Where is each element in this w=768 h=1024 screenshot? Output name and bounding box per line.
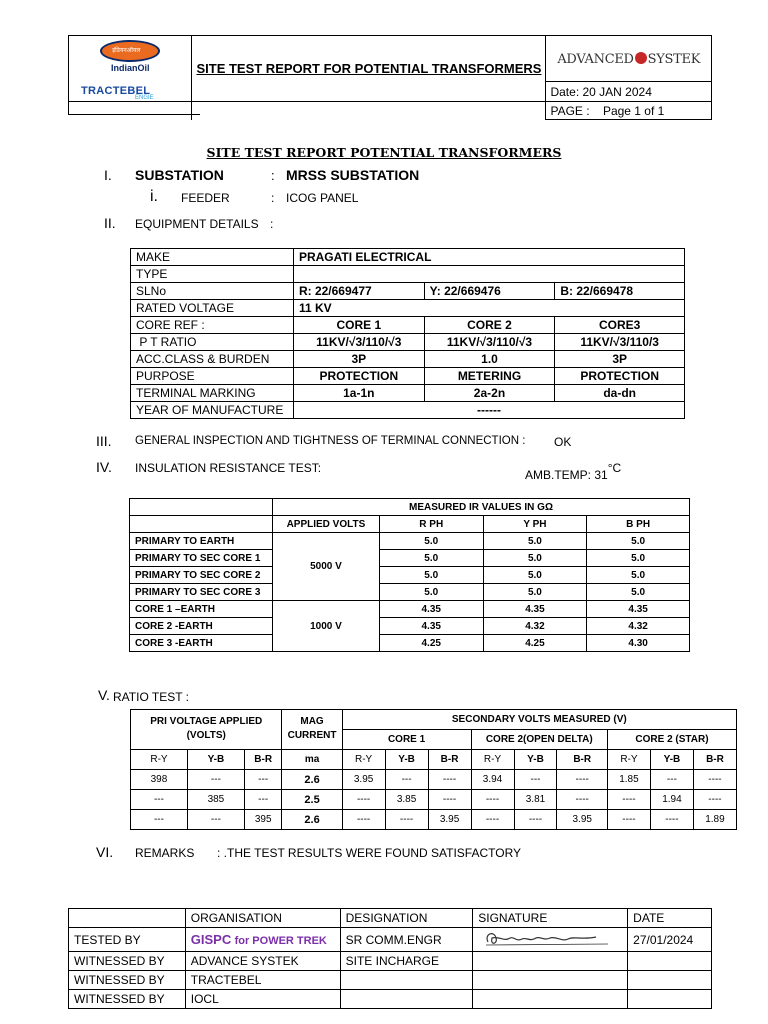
section-ii-number: II.	[104, 215, 116, 231]
tested-by-org: GISPC for POWER TREK	[185, 928, 340, 952]
rated-voltage-value: 11 KV	[293, 300, 684, 317]
mag-current-header: MAG CURRENT	[282, 710, 342, 750]
witness-label: WITNESSED BY	[69, 990, 186, 1009]
year-label: YEAR OF MANUFACTURE	[131, 402, 294, 419]
table-row	[69, 971, 712, 990]
witness-designation: SITE INCHARGE	[340, 952, 473, 971]
witness-date	[628, 990, 712, 1009]
ir-row-label: PRIMARY TO SEC CORE 2	[130, 567, 273, 584]
ratio-cell: ----	[650, 810, 693, 830]
terminal-marking-3: da-dn	[555, 385, 685, 402]
ir-b-value: 4.32	[587, 618, 690, 635]
ratio-cell: ---	[131, 810, 188, 830]
handwritten-signature-icon	[478, 928, 618, 948]
ir-b-value: 5.0	[587, 550, 690, 567]
table-row	[131, 351, 685, 368]
core-3: CORE3	[555, 317, 685, 334]
core-1: CORE 1	[293, 317, 424, 334]
make-label: MAKE	[131, 249, 294, 266]
secondary-volts-header: SECONDARY VOLTS MEASURED (V)	[342, 710, 736, 730]
ir-row-label: PRIMARY TO SEC CORE 1	[130, 550, 273, 567]
witness-designation	[340, 990, 473, 1009]
page-number: PAGE : Page 1 of 1	[546, 102, 712, 120]
ratio-cell: 395	[244, 810, 282, 830]
ratio-cell: ---	[650, 770, 693, 790]
type-label: TYPE	[131, 266, 294, 283]
pt-ratio-3: 11KV/√3/110/3	[555, 334, 685, 351]
ir-row-label: CORE 1 –EARTH	[130, 601, 273, 618]
ir-r-header: R PH	[379, 516, 483, 533]
table-row	[131, 790, 737, 810]
type-value	[293, 266, 684, 283]
mag-current-cell: 2.6	[282, 770, 342, 790]
ir-y-value: 4.35	[483, 601, 587, 618]
table-row	[131, 266, 685, 283]
ratio-cell: ---	[244, 790, 282, 810]
witness-org: IOCL	[185, 990, 340, 1009]
subheader-cell: B-R	[244, 750, 282, 770]
ratio-subheader-row	[131, 750, 737, 770]
substation-colon: :	[271, 168, 275, 183]
purpose-2: METERING	[424, 368, 555, 385]
ir-applied-header: APPLIED VOLTS	[272, 516, 379, 533]
table-row	[131, 385, 685, 402]
ratio-cell: 3.95	[342, 770, 385, 790]
pt-ratio-label: P T RATIO	[131, 334, 294, 351]
pt-ratio-2: 11KV/√3/110/√3	[424, 334, 555, 351]
report-title: SITE TEST REPORT FOR POTENTIAL TRANSFORMERS	[192, 36, 546, 102]
ir-blank-header	[130, 499, 273, 516]
ir-y-value: 4.25	[483, 635, 587, 652]
signoff-header: DESIGNATION	[340, 909, 473, 928]
terminal-marking-label: TERMINAL MARKING	[131, 385, 294, 402]
ratio-cell: ----	[428, 790, 471, 810]
rated-voltage-label: RATED VOLTAGE	[131, 300, 294, 317]
table-row	[131, 249, 685, 266]
ir-volts-5000: 5000 V	[272, 533, 379, 601]
ratio-cell: 3.95	[428, 810, 471, 830]
table-row	[131, 770, 737, 790]
ratio-cell: ---	[131, 790, 188, 810]
indianoil-logo: इंडियनऑयल	[100, 40, 160, 62]
subheader-cell: R-Y	[342, 750, 385, 770]
tested-by-date: 27/01/2024	[628, 928, 712, 952]
ratio-cell: 3.85	[385, 790, 428, 810]
subheader-cell: Y-B	[650, 750, 693, 770]
purpose-label: PURPOSE	[131, 368, 294, 385]
ir-b-value: 5.0	[587, 567, 690, 584]
subheader-cell: B-R	[557, 750, 608, 770]
table-row	[69, 909, 712, 928]
witness-signature	[473, 971, 628, 990]
ir-row-label: CORE 3 -EARTH	[130, 635, 273, 652]
ratio-cell: ----	[428, 770, 471, 790]
witness-designation	[340, 971, 473, 990]
ratio-cell: ---	[187, 810, 244, 830]
feeder-value: ICOG PANEL	[286, 191, 359, 205]
core3-header: CORE 2 (STAR)	[607, 730, 736, 750]
purpose-3: PROTECTION	[555, 368, 685, 385]
mag-current-cell: 2.5	[282, 790, 342, 810]
ratio-cell: ----	[471, 810, 514, 830]
witness-signature	[473, 952, 628, 971]
ir-b-header: B PH	[587, 516, 690, 533]
core-ref-label: CORE REF :	[131, 317, 294, 334]
table-row	[131, 810, 737, 830]
ir-r-value: 5.0	[379, 584, 483, 601]
ir-r-value: 4.25	[379, 635, 483, 652]
year-value: ------	[293, 402, 684, 419]
ir-b-value: 4.35	[587, 601, 690, 618]
table-row	[131, 283, 685, 300]
signoff-table	[68, 908, 712, 1009]
subheader-cell: Y-B	[187, 750, 244, 770]
remarks-value: : .THE TEST RESULTS WERE FOUND SATISFACTORY	[217, 846, 522, 860]
pri-voltage-header: PRI VOLTAGE APPLIED (VOLTS)	[131, 710, 282, 750]
ir-measured-header: MEASURED IR VALUES IN GΩ	[272, 499, 689, 516]
section-iv-number: IV.	[96, 459, 112, 475]
equipment-table	[130, 248, 685, 419]
acc-class-label: ACC.CLASS & BURDEN	[131, 351, 294, 368]
advance-systek-logo: ADVANCED SYSTEK	[546, 36, 712, 82]
ir-b-value: 5.0	[587, 533, 690, 550]
section-v-number: V.	[98, 687, 110, 703]
ratio-table	[130, 709, 737, 830]
ir-row-label: PRIMARY TO SEC CORE 3	[130, 584, 273, 601]
acc-class-1: 3P	[293, 351, 424, 368]
ir-y-value: 5.0	[483, 533, 587, 550]
table-row	[130, 584, 690, 601]
equipment-details-label: EQUIPMENT DETAILS	[135, 217, 259, 231]
section-i-number: I.	[104, 167, 112, 183]
tested-by-label: TESTED BY	[69, 928, 186, 952]
substation-value: MRSS SUBSTATION	[286, 167, 420, 183]
ir-volts-1000: 1000 V	[272, 601, 379, 652]
ir-r-value: 5.0	[379, 533, 483, 550]
report-date: Date: 20 JAN 2024	[546, 82, 712, 102]
ratio-cell: 3.81	[514, 790, 557, 810]
section-i-sub-number: i.	[150, 188, 158, 205]
signoff-header: DATE	[628, 909, 712, 928]
table-row	[131, 317, 685, 334]
ratio-cell: ----	[607, 790, 650, 810]
amb-temp: AMB.TEMP: $31^{^\circ C}$	[525, 461, 622, 482]
tested-by-designation: SR COMM.ENGR	[340, 928, 473, 952]
inspection-value: OK	[554, 435, 572, 449]
ratio-cell: 398	[131, 770, 188, 790]
ratio-cell: ---	[385, 770, 428, 790]
acc-class-3: 3P	[555, 351, 685, 368]
subheader-cell: ma	[282, 750, 342, 770]
ir-row-label: PRIMARY TO EARTH	[130, 533, 273, 550]
make-value: PRAGATI ELECTRICAL	[293, 249, 684, 266]
witness-date	[628, 971, 712, 990]
table-row	[69, 952, 712, 971]
slno-b: B: 22/669478	[555, 283, 685, 300]
ratio-cell: 385	[187, 790, 244, 810]
witness-signature	[473, 990, 628, 1009]
witness-org: ADVANCE SYSTEK	[185, 952, 340, 971]
ratio-cell: 1.85	[607, 770, 650, 790]
subheader-cell: B-R	[693, 750, 736, 770]
ratio-cell: 1.94	[650, 790, 693, 810]
ratio-test-label: RATIO TEST :	[113, 690, 190, 704]
ratio-cell: ----	[514, 810, 557, 830]
substation-label: SUBSTATION	[135, 167, 224, 183]
core-2: CORE 2	[424, 317, 555, 334]
table-row	[130, 601, 690, 618]
subheader-cell: R-Y	[471, 750, 514, 770]
table-row	[69, 990, 712, 1009]
ratio-cell: ----	[693, 790, 736, 810]
ratio-cell: 3.95	[557, 810, 608, 830]
ir-table	[129, 498, 690, 652]
terminal-marking-1: 1a-1n	[293, 385, 424, 402]
ir-test-label: INSULATION RESISTANCE TEST:	[135, 461, 322, 475]
core1-header: CORE 1	[342, 730, 471, 750]
table-row	[130, 618, 690, 635]
table-row	[131, 300, 685, 317]
purpose-1: PROTECTION	[293, 368, 424, 385]
ratio-cell: 1.89	[693, 810, 736, 830]
ratio-cell: ---	[514, 770, 557, 790]
ir-r-value: 5.0	[379, 567, 483, 584]
signoff-header: ORGANISATION	[185, 909, 340, 928]
slno-y: Y: 22/669476	[424, 283, 555, 300]
slno-label: SLNo	[131, 283, 294, 300]
subheader-cell: Y-B	[385, 750, 428, 770]
ratio-cell: ----	[385, 810, 428, 830]
subheader-cell: Y-B	[514, 750, 557, 770]
feeder-colon: :	[271, 191, 275, 205]
signoff-header: SIGNATURE	[473, 909, 628, 928]
ratio-cell: 3.94	[471, 770, 514, 790]
pt-ratio-1: 11KV/√3/110/√3	[293, 334, 424, 351]
inspection-label: GENERAL INSPECTION AND TIGHTNESS OF TERMINAL CONNECTION :	[135, 435, 526, 447]
table-row	[130, 635, 690, 652]
subheader-cell: B-R	[428, 750, 471, 770]
logos-cell	[69, 36, 192, 102]
equipment-details-colon: :	[270, 217, 274, 231]
witness-org: TRACTEBEL	[185, 971, 340, 990]
ir-r-value: 4.35	[379, 618, 483, 635]
mag-current-cell: 2.6	[282, 810, 342, 830]
ir-y-value: 5.0	[483, 584, 587, 601]
section-iii-number: III.	[96, 433, 112, 449]
table-row	[130, 533, 690, 550]
table-row	[130, 550, 690, 567]
terminal-marking-2: 2a-2n	[424, 385, 555, 402]
acc-class-2: 1.0	[424, 351, 555, 368]
ratio-cell: ----	[557, 770, 608, 790]
tested-by-signature	[473, 928, 628, 952]
table-row	[131, 402, 685, 419]
table-row	[130, 567, 690, 584]
ir-b-value: 5.0	[587, 584, 690, 601]
ratio-cell: ----	[557, 790, 608, 810]
tractebel-logo: TRACTEBEL	[81, 85, 151, 97]
ir-y-value: 4.32	[483, 618, 587, 635]
witness-label: WITNESSED BY	[69, 971, 186, 990]
ir-r-value: 4.35	[379, 601, 483, 618]
table-row	[69, 928, 712, 952]
witness-label: WITNESSED BY	[69, 952, 186, 971]
document-title: SITE TEST REPORT POTENTIAL TRANSFORMERS	[206, 145, 562, 160]
section-vi-number: VI.	[96, 844, 114, 860]
ratio-cell: ----	[607, 810, 650, 830]
table-row	[131, 368, 685, 385]
ir-blank-header-2	[130, 516, 273, 533]
indianoil-logo-text: IndianOil	[110, 63, 150, 73]
witness-date	[628, 952, 712, 971]
ratio-cell: ---	[187, 770, 244, 790]
subheader-cell: R-Y	[131, 750, 188, 770]
ir-r-value: 5.0	[379, 550, 483, 567]
core2-header: CORE 2(OPEN DELTA)	[471, 730, 607, 750]
feeder-label: FEEDER	[181, 191, 230, 205]
table-row	[131, 334, 685, 351]
subheader-cell: R-Y	[607, 750, 650, 770]
remarks-label: REMARKS	[135, 846, 195, 860]
engie-logo-text: ENGIE	[135, 95, 154, 101]
ir-y-value: 5.0	[483, 567, 587, 584]
ratio-cell: ---	[244, 770, 282, 790]
ratio-cell: ----	[342, 790, 385, 810]
ir-y-header: Y PH	[483, 516, 587, 533]
slno-r: R: 22/669477	[293, 283, 424, 300]
ir-b-value: 4.30	[587, 635, 690, 652]
signoff-header	[69, 909, 186, 928]
ratio-cell: ----	[342, 810, 385, 830]
ratio-cell: ----	[693, 770, 736, 790]
ratio-cell: ----	[471, 790, 514, 810]
ir-row-label: CORE 2 -EARTH	[130, 618, 273, 635]
ir-y-value: 5.0	[483, 550, 587, 567]
